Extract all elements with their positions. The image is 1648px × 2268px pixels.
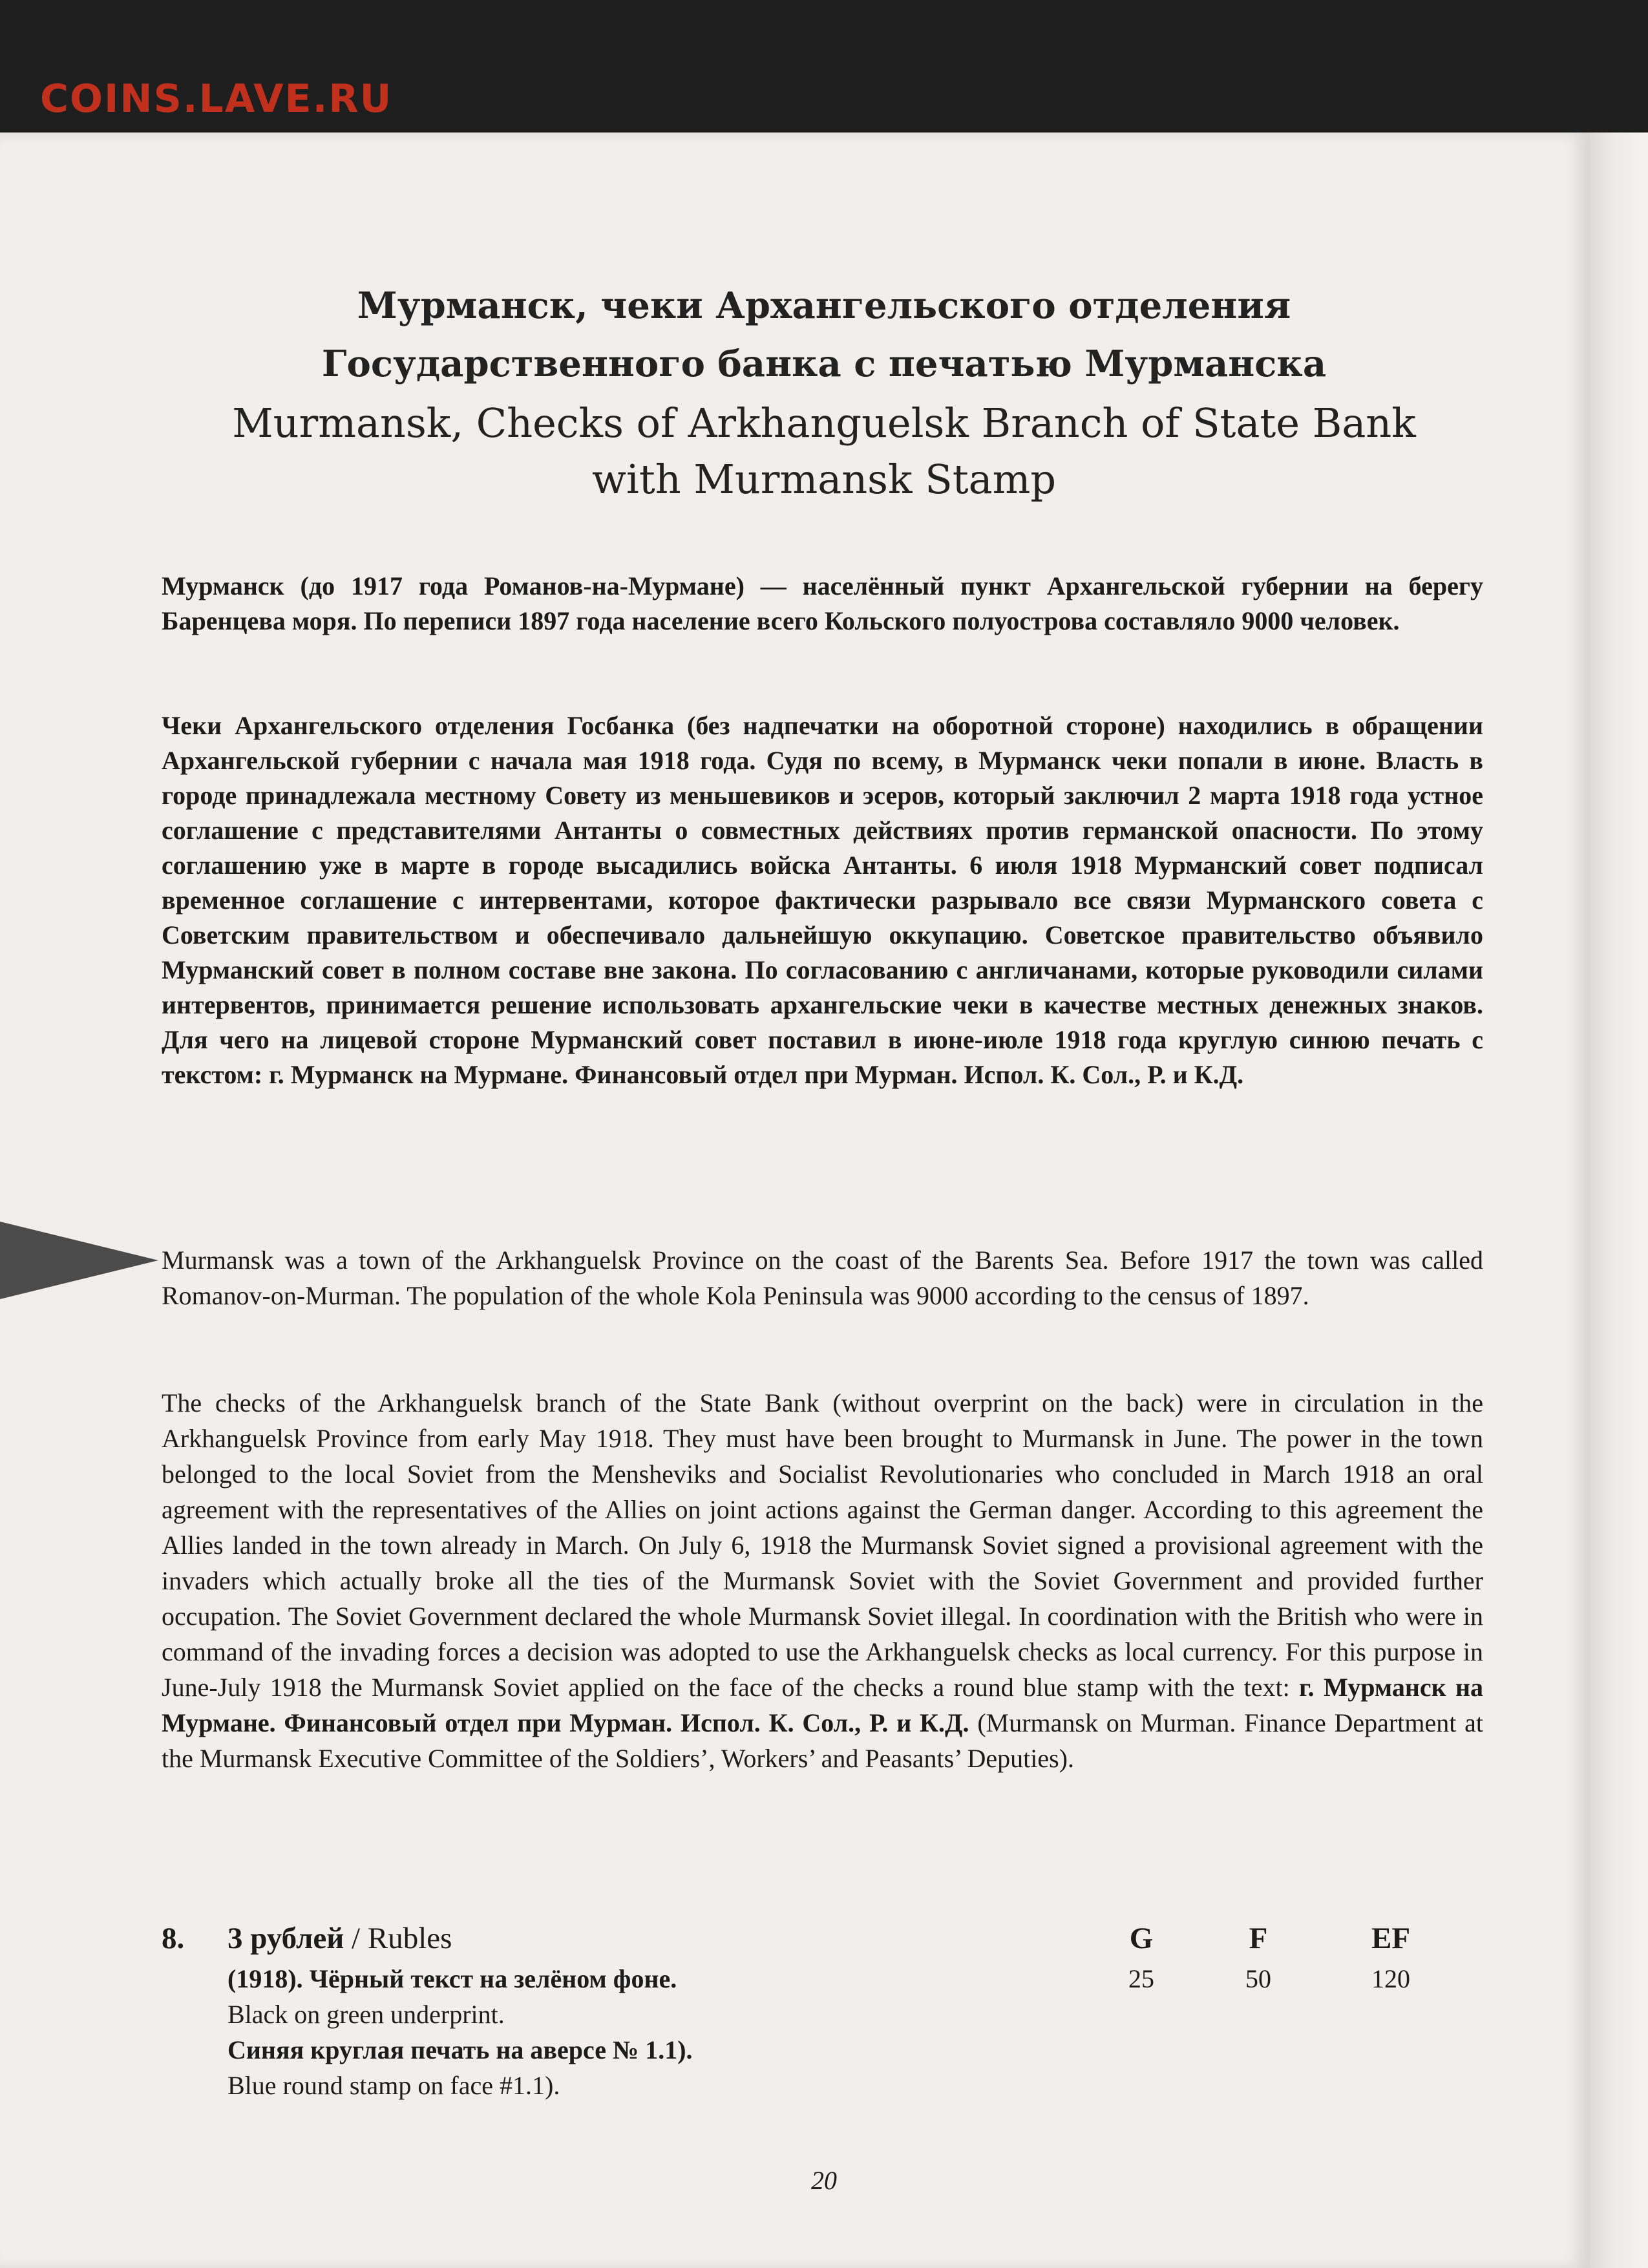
page-marker-arrow xyxy=(0,1222,158,1299)
grade-header-f: F xyxy=(1249,1922,1268,1955)
paragraph-en-history xyxy=(162,1385,1483,1776)
price-f: 50 xyxy=(1245,1964,1271,1993)
grade-header-ef: EF xyxy=(1371,1922,1411,1955)
watermark: COINS.LAVE.RU xyxy=(40,76,393,122)
catalog-desc-ru: (1918). Чёрный текст на зелёном фоне. xyxy=(227,1964,677,1993)
paragraph-en-history-text: The checks of the Arkhanguelsk branch of the State Bank (without overprint on the back) were in circulation in the Arkhanguelsk Province from early May 1918. They must have been brought to Murmansk in June. The power in the town belonged to the local Soviet from the Mensheviks and Socialist Revolutionaries who concluded in March 1918 an oral agreement with the representatives of the Allies on joint actions against the German danger. According to this agreement the Allies landed in the town already in March. On July 6, 1918 the Murmansk Soviet signed a provisional agreement with the invaders which actually broke all the ties of the Murmansk Soviet with the Soviet Government and provided further occupation. The Soviet Government declared the whole Murmansk Soviet illegal. In coordination with the British who were in command of the invading forces a decision was adopted to use the Arkhanguelsk checks as local currency. For this purpose in June-July 1918 the Murmansk Soviet applied on the face of the checks a round blue stamp with the text: xyxy=(162,1388,1483,1702)
denomination-ru: 3 рублей xyxy=(227,1922,344,1955)
stamp-text-ru: г. Мурманск на Мурмане. Финансовый отдел при Мурман. Испол. К. Сол., Р. и К.Д. xyxy=(162,1673,1484,1737)
price-g: 25 xyxy=(1128,1964,1154,1993)
paragraph-ru-intro: Мурманск (до 1917 года Романов-на-Мурмане) — населённый пункт Архангельской губернии на берегу Баренцева моря. По переписи 1897 года население всего Кольского полуострова составляло 9000 человек. xyxy=(162,571,1483,635)
title-ru-line2: Государственного банка с печатью Мурманска xyxy=(321,343,1327,385)
title-en-line1: Murmansk, Checks of Arkhanguelsk Branch of State Bank xyxy=(232,399,1416,447)
denomination-en: Rubles xyxy=(367,1922,452,1955)
catalog-stamp-ru: Синяя круглая печать на аверсе № 1.1). xyxy=(227,2035,693,2064)
title-en-line2: with Murmansk Stamp xyxy=(591,456,1057,503)
title-ru-line1: Мурманск, чеки Архангельского отделения xyxy=(357,284,1291,327)
denomination-separator: / xyxy=(344,1922,368,1955)
paragraph-en-history-end: (Murmansk on Murman. Finance Department at the Murmansk Executive Committee of the Soldiers’, Workers’ and Peasants’ Deputies). xyxy=(162,1708,1483,1773)
paragraph-en-intro: Murmansk was a town of the Arkhanguelsk Province on the coast of the Barents Sea. Before 1917 the town was called Romanov-on-Murman. The population of the whole Kola Peninsula was 9000 according to the census of 1897. xyxy=(162,1245,1483,1310)
paragraph-ru-history: Чеки Архангельского отделения Госбанка (без надпечатки на оборотной стороне) находились в обращении Архангельской губернии с начала мая 1918 года. Судя по всему, в Мурманск чеки попали в июне. Власть в городе принадлежала местному Совету из меньшевиков и эсеров, который заключил 2 марта 1918 года устное соглашение с представителями Антанты о совместных действиях против германской опасности. По этому соглашению уже в марте в городе высадились войска Антанты. 6 июля 1918 Мурманский совет подписал временное соглашение с интервентами, которое фактически разрывало все связи Мурманского совета с Советским правительством и обеспечивало дальнейшую оккупацию. Советское правительство объявило Мурманский совет в полном составе вне закона. По согласованию с англичанами, которые руководили силами интервентов, принимается решение использовать архангельские чеки в качестве местных денежных знаков. Для чего на лицевой стороне Мурманский совет поставил в июне-июле 1918 года круглую синюю печать с текстом: г. Мурманск на Мурмане. Финансовый отдел при Мурман. Испол. К. Сол., Р. и К.Д. xyxy=(162,711,1483,1089)
page-edge xyxy=(1590,132,1648,2268)
catalog-denomination xyxy=(227,1921,452,1956)
price-ef: 120 xyxy=(1371,1964,1410,1993)
catalog-stamp-en: Blue round stamp on face #1.1). xyxy=(227,2071,560,2100)
catalog-number: 8. xyxy=(162,1922,185,1955)
catalog-desc-en: Black on green underprint. xyxy=(227,2000,505,2029)
grade-header-g: G xyxy=(1129,1922,1154,1955)
page-number: 20 xyxy=(811,2166,837,2195)
